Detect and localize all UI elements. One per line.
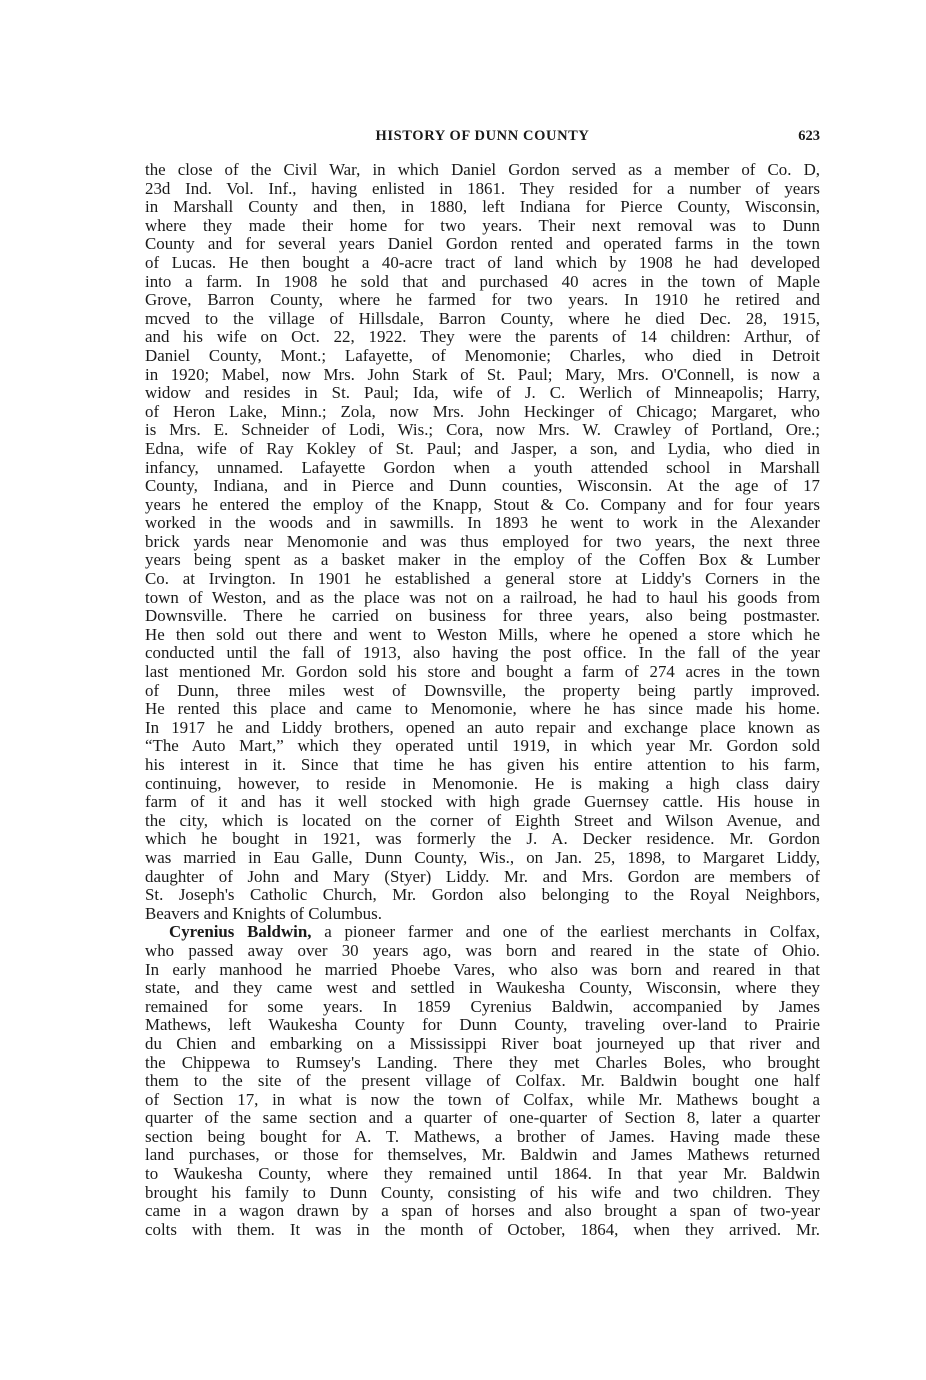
text-line: widow and resides in St. Paul; Ida, wife of J. C. Werlich of Minneapolis; Harry, xyxy=(145,384,820,403)
text-line: mcved to the village of Hillsdale, Barron County, where he died Dec. 28, 1915, xyxy=(145,309,820,328)
text-line: of Heron Lake, Minn.; Zola, now Mrs. John Heckinger of Chicago; Margaret, who xyxy=(145,402,820,421)
text-line: in Marshall County and then, in 1880, left Indiana for Pierce County, Wisconsin, xyxy=(145,198,820,217)
text-line: which he bought in 1921, was formerly the J. A. Decker residence. Mr. Gordon xyxy=(145,830,820,849)
text-line: farm of it and has it well stocked with high grade Guernsey cattle. His house in xyxy=(145,793,820,812)
text-line: In early manhood he married Phoebe Vares, who also was born and reared in that xyxy=(145,960,820,979)
text-line: “The Auto Mart,” which they operated until 1919, in which year Mr. Gordon sold xyxy=(145,737,820,756)
text-line: continuing, however, to reside in Menomonie. He is making a high class dairy xyxy=(145,774,820,793)
text-line: County, Indiana, and in Pierce and Dunn counties, Wisconsin. At the age of 17 xyxy=(145,477,820,496)
text-line: his interest in it. Since that time he has given his entire attention to his farm, xyxy=(145,756,820,774)
text-line: daughter of John and Mary (Styer) Liddy. Mr. and Mrs. Gordon are members of xyxy=(145,867,820,886)
paragraph-baldwin xyxy=(145,923,820,1239)
text-line: conducted until the fall of 1913, also having the post office. In the fall of the year xyxy=(145,644,820,663)
text-line: the city, which is located on the corner of Eighth Street and Wilson Avenue, and xyxy=(145,811,820,830)
text-line: Co. at Irvington. In 1901 he established a general store at Liddy's Corners in the xyxy=(145,570,820,589)
text-line: them to the site of the present village of Colfax. Mr. Baldwin bought one half xyxy=(145,1072,820,1091)
text-line: Edna, wife of Ray Kokley of St. Paul; and Jasper, a son, and Lydia, who died in xyxy=(145,439,820,458)
text-line: brought his family to Dunn County, consisting of his wife and two children. They xyxy=(145,1183,820,1202)
text-line: in 1920; Mabel, now Mrs. John Stark of St. Paul; Mary, Mrs. O'Connell, is now a xyxy=(145,365,820,384)
text-line: into a farm. In 1908 he sold that and purchased 40 acres in the town of Maple xyxy=(145,272,820,291)
text-line: to Waukesha County, where they remained until 1864. In that year Mr. Baldwin xyxy=(145,1165,820,1184)
text-line: remained for some years. In 1859 Cyrenius Baldwin, accompanied by James xyxy=(145,997,820,1016)
text-line: quarter of the same section and a quarter of one-quarter of Section 8, later a quarter xyxy=(145,1109,820,1128)
text-line: last mentioned Mr. Gordon sold his store and bought a farm of 274 acres in the town xyxy=(145,663,820,682)
text-line: infancy, unnamed. Lafayette Gordon when a youth attended school in Marshall xyxy=(145,458,820,477)
body-text xyxy=(145,161,820,1239)
text-line: state, and they came west and settled in Waukesha County, Wisconsin, where they xyxy=(145,979,820,998)
text-line: of Lucas. He then bought a 40-acre tract of land which by 1908 he had developed xyxy=(145,253,820,272)
text-line: section being bought for A. T. Mathews, a brother of James. Having made these xyxy=(145,1127,820,1146)
text-line: the close of the Civil War, in which Daniel Gordon served as a member of Co. D, xyxy=(145,161,820,179)
text-line: town of Weston, and as the place was not on a railroad, he had to haul his goods from xyxy=(145,588,820,607)
text-line: St. Joseph's Catholic Church, Mr. Gordon also belonging to the Royal Neighbors, xyxy=(145,886,820,905)
text-line: years being spent as a basket maker in the employ of the Coffen Box & Lumber xyxy=(145,551,820,570)
paragraph-gordon xyxy=(145,161,820,923)
text-line: brick yards near Menomonie and was thus employed for two years, the next three xyxy=(145,532,820,551)
first-line-text: a pioneer farmer and one of the earliest merchants in Colfax, xyxy=(311,923,820,942)
text-line: Daniel County, Mont.; Lafayette, of Menomonie; Charles, who died in Detroit xyxy=(145,346,820,365)
text-line: County and for several years Daniel Gordon rented and operated farms in the town xyxy=(145,235,820,254)
text-line: who passed away over 30 years ago, was born and reared in the state of Ohio. xyxy=(145,941,820,960)
text-line: Grove, Barron County, where he farmed for two years. In 1910 he retired and xyxy=(145,291,820,310)
text-line: where they made their home for two years. Their next removal was to Dunn xyxy=(145,216,820,235)
text-line: the Chippewa to Rumsey's Landing. There they met Charles Boles, who brought xyxy=(145,1053,820,1072)
text-line: of Dunn, three miles west of Downsville, the property being partly improved. xyxy=(145,681,820,700)
text-line: is Mrs. E. Schneider of Lodi, Wis.; Cora, now Mrs. W. Crawley of Portland, Ore.; xyxy=(145,421,820,440)
text-line: He then sold out there and went to Weston Mills, where he opened a store which he xyxy=(145,625,820,644)
text-line: In 1917 he and Liddy brothers, opened an auto repair and exchange place known as xyxy=(145,718,820,737)
text-line: Downsville. There he carried on business for three years, also being postmaster. xyxy=(145,607,820,626)
biography-subject-name: Cyrenius Baldwin, xyxy=(169,923,312,942)
text-line: land purchases, or those for themselves, Mr. Baldwin and James Mathews returned xyxy=(145,1146,820,1165)
text-line: came in a wagon drawn by a span of horses and also brought a span of two-year xyxy=(145,1202,820,1221)
text-line: 23d Ind. Vol. Inf., having enlisted in 1861. They resided for a number of years xyxy=(145,179,820,198)
text-line: years he entered the employ of the Knapp, Stout & Co. Company and for four years xyxy=(145,495,820,514)
page-number: 623 xyxy=(798,128,820,144)
text-line: Beavers and Knights of Columbus. xyxy=(145,904,382,923)
text-line: He rented this place and came to Menomonie, where he has since made his home. xyxy=(145,700,820,719)
running-header xyxy=(145,128,820,148)
text-line: worked in the woods and in sawmills. In 1893 he went to work in the Alexander xyxy=(145,514,820,533)
paragraph-first-line xyxy=(145,923,820,942)
text-line: of Section 17, in what is now the town of Colfax, while Mr. Mathews bought a xyxy=(145,1090,820,1109)
text-line: Mathews, left Waukesha County for Dunn County, traveling over-land to Prairie xyxy=(145,1016,820,1035)
running-title: HISTORY OF DUNN COUNTY xyxy=(375,128,590,144)
text-line: and his wife on Oct. 22, 1922. They were the parents of 14 children: Arthur, of xyxy=(145,328,820,347)
text-line: du Chien and embarking on a Mississippi River boat journeyed up that river and xyxy=(145,1034,820,1053)
text-line: was married in Eau Galle, Dunn County, Wis., on Jan. 25, 1898, to Margaret Liddy, xyxy=(145,848,820,867)
text-line: colts with them. It was in the month of October, 1864, when they arrived. Mr. xyxy=(145,1220,820,1239)
